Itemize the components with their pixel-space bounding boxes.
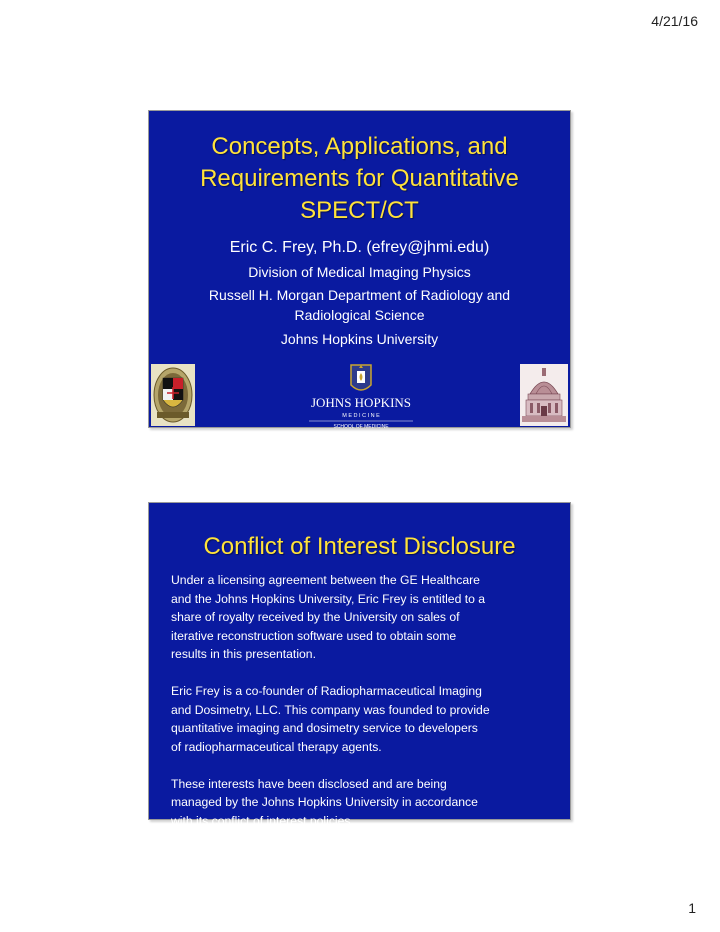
slide-title	[149, 131, 570, 227]
text-line: results in this presentation.	[171, 647, 316, 661]
department-affiliation	[149, 285, 570, 325]
text-line: of radiopharmaceutical therapy agents.	[171, 739, 382, 754]
hopkins-dome-icon	[520, 364, 568, 426]
slide-title: Conflict of Interest Disclosure	[203, 533, 516, 560]
text-line: and the Johns Hopkins University, Eric Frey is entitled to a	[171, 591, 486, 606]
department-line: Russell H. Morgan Department of Radiology and	[208, 287, 511, 303]
logo-school: SCHOOL OF MEDICINE	[333, 424, 389, 430]
university-affiliation: Johns Hopkins University	[280, 331, 439, 347]
text-line: These interests have been disclosed and are being	[171, 776, 447, 791]
disclosure-paragraph	[171, 775, 556, 831]
division-affiliation: Division of Medical Imaging Physics	[248, 264, 471, 280]
slide-title-line: SPECT/CT	[300, 197, 419, 224]
maryland-seal-icon	[151, 364, 195, 426]
johns-hopkins-logo-icon	[301, 361, 421, 429]
text-line: and Dosimetry, LLC. This company was founded to provide	[171, 702, 490, 717]
text-line: Eric Frey is a co-founder of Radiopharmaceutical Imaging	[171, 684, 482, 698]
title-slide	[148, 110, 571, 428]
text-line: managed by the Johns Hopkins University in accordance	[171, 795, 478, 809]
text-line: quantitative imaging and dosimetry service to developers	[171, 721, 478, 735]
logo-wordmark: JOHNS HOPKINS	[310, 395, 412, 410]
text-line: with its conflict of interest policies.	[171, 813, 354, 828]
disclosure-slide	[148, 502, 571, 828]
page-date: 4/21/16	[651, 13, 698, 29]
slide-title-line: Requirements for Quantitative	[200, 165, 519, 192]
author-line: Eric C. Frey, Ph.D. (efrey@jhmi.edu)	[229, 239, 490, 256]
department-line: Radiological Science	[294, 307, 425, 323]
disclosure-paragraph	[171, 682, 556, 756]
text-line: share of royalty received by the University on sales of	[171, 610, 460, 624]
disclosure-text	[171, 571, 556, 849]
slide-title-line: Concepts, Applications, and	[211, 133, 508, 160]
text-line: iterative reconstruction software used to obtain some	[171, 628, 457, 643]
page-number: 1	[688, 900, 696, 916]
text-line: Under a licensing agreement between the GE Healthcare	[171, 573, 480, 587]
logo-subline: M E D I C I N E	[342, 413, 380, 419]
disclosure-paragraph	[171, 571, 556, 664]
